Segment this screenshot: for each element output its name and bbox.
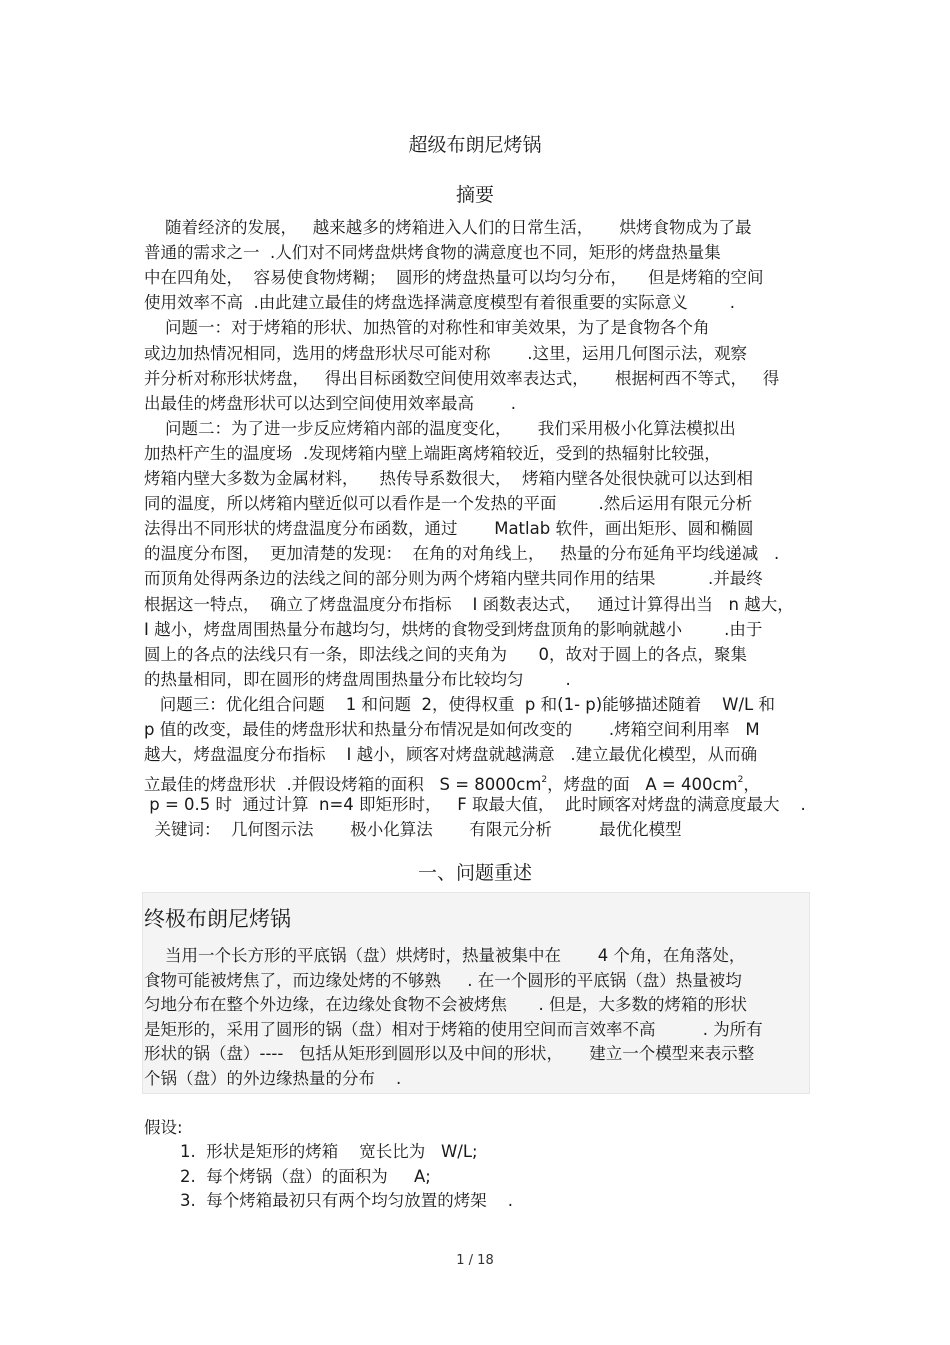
abstract-line: 加热杆产生的温度场 .发现烤箱内壁上端距离烤箱较近，受到的热辐射比较强， — [144, 443, 721, 463]
abstract-line: 圆上的各点的法线只有一条，即法线之间的夹角为 0，故对于圆上的各点，聚集 — [144, 644, 747, 664]
document-title: 超级布朗尼烤锅 — [408, 134, 542, 156]
abstract-line: p 值的改变，最佳的烤盘形状和热量分布情况是如何改变的 .烤箱空间利用率 M — [144, 720, 760, 739]
list-item: 1. 形状是矩形的烤箱 宽长比为 W/L; — [180, 1142, 478, 1161]
abstract-line: 的热量相同，即在圆形的烤盘周围热量分布比较均匀 . — [144, 669, 571, 689]
abstract-line: 并分析对称形状烤盘， 得出目标函数空间使用效率表达式， 根据柯西不等式， 得 — [144, 368, 780, 388]
abstract-line: I 越小，烤盘周围热量分布越均匀，烘烤的食物受到烤盘顶角的影响就越小 .由于 — [144, 619, 763, 639]
section-heading: 一、问题重述 — [417, 862, 532, 884]
abstract-line: 问题一：对于烤箱的形状、加热管的对称性和审美效果，为了是食物各个角 — [144, 318, 710, 338]
abstract-line: 根据这一特点， 确立了烤盘温度分布指标 I 函数表达式， 通过计算得出当 n 越大， — [144, 594, 794, 614]
abstract-line: 而顶角处得两条边的法线之间的部分则为两个烤箱内壁共同作用的结果 .并最终 — [144, 569, 763, 589]
abstract-line: 同的温度，所以烤箱内壁近似可以看作是一个发热的平面 .然后运用有限元分析 — [144, 494, 753, 514]
box-line: 当用一个长方形的平底锅（盘）烘烤时，热量被集中在 4 个角，在角落处， — [144, 946, 746, 965]
superscript: 2 — [541, 775, 548, 786]
abstract-line: 随着经济的发展， 越来越多的烤箱进入人们的日常生活， 烘烤食物成为了最 — [144, 218, 752, 237]
list-item: 2. 每个烤锅（盘）的面积为 A; — [180, 1166, 431, 1186]
abstract-heading: 摘要 — [455, 184, 494, 206]
abstract-line: 的温度分布图， 更加清楚的发现： 在角的对角线上， 热量的分布延角平均线递减 . — [144, 544, 780, 564]
abstract-line: 越大，烤盘温度分布指标 I 越小，顾客对烤盘就越满意 .建立最优化模型，从而确 — [144, 745, 758, 765]
box-line: 匀地分布在整个外边缘，在边缘处食物不会被烤焦 . 但是，大多数的烤箱的形状 — [144, 995, 747, 1015]
abstract-line: 问题三：优化组合问题 1 和问题 2，使得权重 p 和(1- p)能够描述随着 W/L 和 — [144, 694, 775, 714]
abstract-line: 普通的需求之一 .人们对不同烤盘烘烤食物的满意度也不同，矩形的烤盘热量集 — [144, 243, 721, 263]
box-line: 形状的锅（盘）---- 包括从矩形到圆形以及中间的形状， 建立一个模型来表示整 — [144, 1044, 755, 1064]
abstract-line: 使用效率不高 .由此建立最佳的烤盘选择满意度模型有着很重要的实际意义 . — [144, 293, 735, 313]
abstract-line: 问题二：为了进一步反应烤箱内部的温度变化， 我们采用极小化算法模拟出 — [144, 418, 736, 438]
box-line: 个锅（盘）的外边缘热量的分布 . — [144, 1069, 402, 1088]
abstract-line: 关键词： 几何图示法 极小化算法 有限元分析 最优化模型 — [144, 820, 682, 840]
box-line: 是矩形的，采用了圆形的锅（盘）相对于烤箱的使用空间而言效率不高 . 为所有 — [144, 1019, 763, 1039]
abstract-line — [144, 770, 760, 795]
abstract-line: 中在四角处， 容易使食物烤糊； 圆形的烤盘热量可以均匀分布， 但是烤箱的空间 — [144, 268, 764, 288]
assumptions-label: 假设: — [144, 1118, 183, 1137]
abstract-text: ， — [743, 775, 760, 795]
assumptions-list — [180, 1140, 513, 1214]
abstract-line: 或边加热情况相同，选用的烤盘形状尽可能对称 .这里，运用几何图示法，观察 — [144, 343, 747, 363]
abstract-text: 立最佳的烤盘形状 .并假设烤箱的面积 S = 8000cm — [144, 775, 542, 795]
box-title: 终极布朗尼烤锅 — [144, 907, 291, 931]
abstract-text: ，烤盘的面 A = 400cm — [547, 775, 738, 795]
abstract-line: 出最佳的烤盘形状可以达到空间使用效率最高 . — [144, 393, 516, 413]
superscript: 2 — [737, 775, 744, 786]
list-item: 3. 每个烤箱最初只有两个均匀放置的烤架 . — [180, 1191, 513, 1210]
abstract-line: 法得出不同形状的烤盘温度分布函数，通过 Matlab 软件，画出矩形、圆和椭圆 — [144, 519, 754, 539]
abstract-line: 烤箱内壁大多数为金属材料， 热传导系数很大， 烤箱内壁各处很快就可以达到相 — [144, 469, 753, 488]
abstract-line: p = 0.5 时 通过计算 n=4 即矩形时， F 取最大值， 此时顾客对烤盘的满意度最大 . — [144, 795, 806, 815]
box-line: 食物可能被烤焦了，而边缘处烤的不够熟 . 在一个圆形的平底锅（盘）热量被均 — [144, 970, 742, 990]
page-number: 1 / 18 — [456, 1253, 494, 1268]
